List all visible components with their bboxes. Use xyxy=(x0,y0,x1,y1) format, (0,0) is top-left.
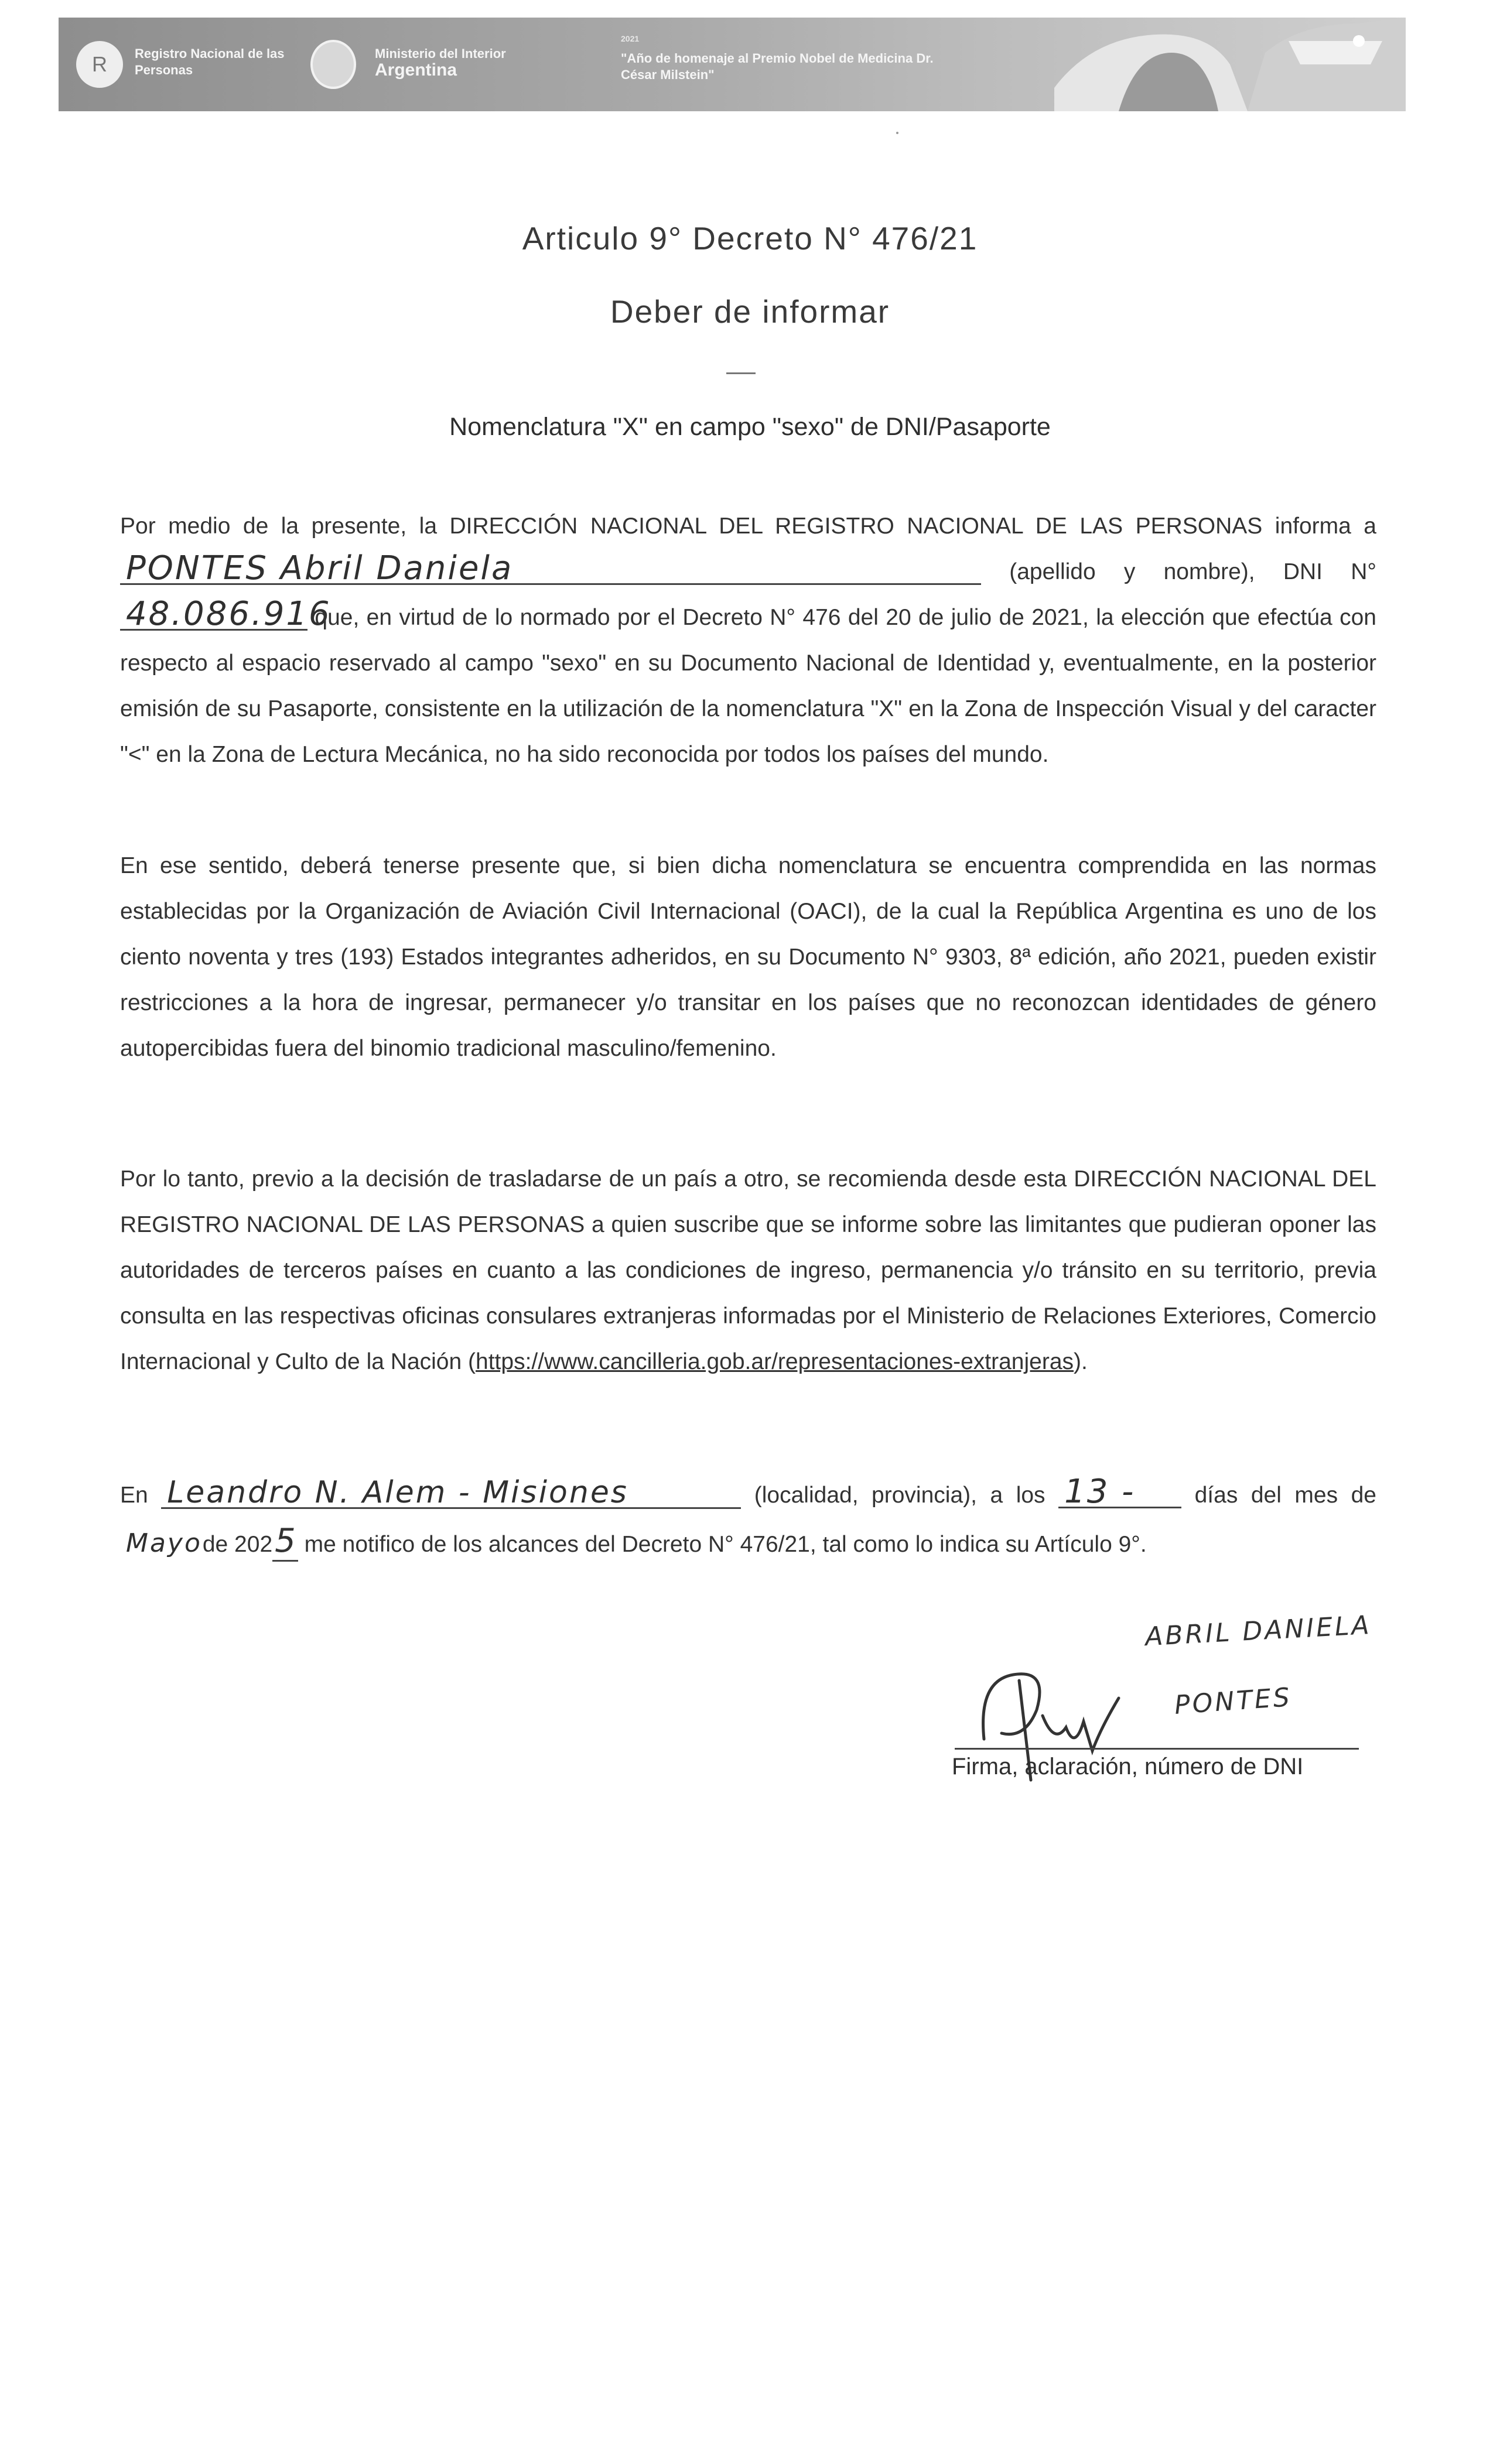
year-digit-field: 5 xyxy=(272,1522,298,1562)
title-divider xyxy=(726,372,756,374)
renaper-name: Registro Nacional de las Personas xyxy=(135,46,285,77)
closing-text-b: (localidad, provincia), a los xyxy=(754,1483,1045,1508)
cancilleria-link[interactable]: https://www.cancilleria.gob.ar/representaciones-extranjeras xyxy=(476,1349,1074,1374)
signature-first-names: ABRIL DANIELA xyxy=(1144,1610,1372,1652)
closing-text-a: En xyxy=(120,1483,148,1508)
name-field: PONTES Abril Daniela xyxy=(120,554,981,585)
header-banner xyxy=(59,18,1406,111)
paragraph-2 xyxy=(120,843,1376,1072)
signature-caption: Firma, aclaración, número de DNI xyxy=(952,1754,1304,1779)
link-close: ). xyxy=(1074,1349,1088,1374)
para1-text-b: (apellido y nombre), DNI N° xyxy=(1009,559,1376,584)
closing-paragraph xyxy=(120,1473,1376,1568)
national-coat-of-arms xyxy=(310,40,356,89)
header-quote: "Año de homenaje al Premio Nobel de Medicina Dr. César Milstein" xyxy=(621,51,934,82)
para1-text-a: Por medio de la presente, la DIRECCIÓN NACIONAL DEL REGISTRO NACIONAL DE LAS PERSONAS informa a xyxy=(120,514,1376,539)
month-field: Mayo xyxy=(126,1528,202,1558)
signature-surname: PONTES xyxy=(1173,1682,1293,1720)
signature-line xyxy=(955,1748,1359,1750)
para3-text: Por lo tanto, previo a la decisión de trasladarse de un país a otro, se recomienda desde esta DIRECCIÓN NACIONAL DEL REGISTRO NACIONAL DE LAS PERSONAS a quien suscribe que se informe sobre las limitantes que pudieran oponer las autoridades de terceros países en cuanto a las condiciones de ingreso, permanencia y/o tránsito en su territorio, previa consulta en las respectivas oficinas consulares extranjeras informadas por el Ministerio de Relaciones Exteriores, Comercio Internacional y Culto de la Nación xyxy=(120,1166,1376,1374)
document-title: Articulo 9° Decreto N° 476/21 xyxy=(522,220,978,256)
locality-field: Leandro N. Alem - Misiones xyxy=(161,1478,741,1509)
ministry-big: Argentina xyxy=(375,60,457,80)
closing-text-d: de 202 xyxy=(202,1532,273,1557)
closing-text-e: me notifico de los alcances del Decreto N° 476/21, tal como lo indica su Artículo 9°. xyxy=(304,1532,1147,1557)
paragraph-3 xyxy=(120,1156,1376,1385)
renaper-logo xyxy=(76,41,123,88)
day-field: 13 - xyxy=(1058,1477,1181,1508)
paragraph-1 xyxy=(120,504,1376,778)
header-year: 2021 xyxy=(621,34,640,43)
dni-field: 48.086.916 xyxy=(120,600,307,631)
para2-text: En ese sentido, deberá tenerse presente que, si bien dicha nomenclatura se encuentra comprendida en las normas establecidas por la Organización de Aviación Civil Internacional (OACI), de la cual la República Argentina es uno de los ciento noventa y tres (193) Estados integrantes adheridos, en su Documento N° 9303, 8ª edición, año 2021, pueden existir restricciones a la hora de ingresar, permanecer y/o transitar en los países que no reconozcan identidades de género autopercibidas fuera del binomio tradicional masculino/femenino. xyxy=(120,853,1376,1061)
link-open: ( xyxy=(468,1349,476,1374)
closing-text-c: días del mes de xyxy=(1194,1483,1376,1508)
document-subtitle: Deber de informar xyxy=(610,293,890,330)
ministry-name xyxy=(375,46,551,78)
header-decoration xyxy=(1054,18,1406,111)
scan-speck xyxy=(896,132,898,134)
renaper-logo-letter: R xyxy=(92,52,107,76)
ministry-small: Ministerio del Interior xyxy=(375,46,506,61)
section-heading: Nomenclatura "X" en campo "sexo" de DNI/Pasaporte xyxy=(449,413,1051,441)
para1-text-c: que, en virtud de lo normado por el Decreto N° 476 del 20 de julio de 2021, la elección que efectúa con respecto al espacio reservado al campo "sexo" en su Documento Nacional de Identidad y, eventualmente, en la posterior emisión de su Pasaporte, consistente en la utilización de la nomenclatura "X" en la Zona de Inspección Visual y del caracter "<" en la Zona de Lectura Mecánica, no ha sido reconocida por todos los países del mundo. xyxy=(120,605,1376,767)
